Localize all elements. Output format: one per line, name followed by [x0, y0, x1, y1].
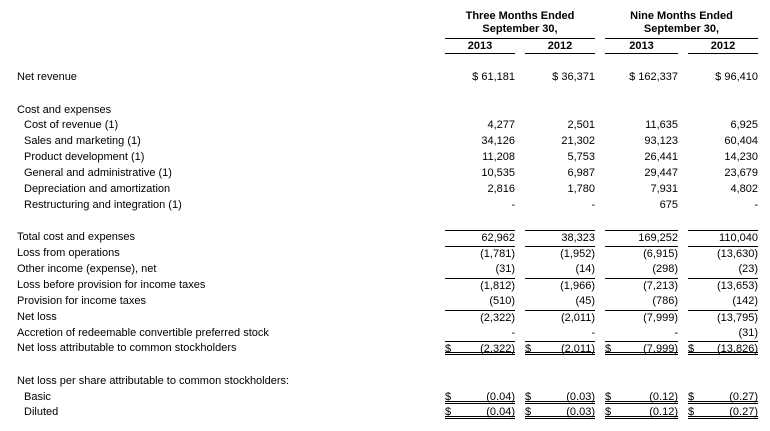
- row-label: General and administrative (1): [24, 167, 172, 179]
- row-label: Other income (expense), net: [17, 263, 157, 275]
- row-label: Provision for income taxes: [17, 295, 146, 307]
- year-rule-4: [688, 53, 758, 54]
- value-cell: [525, 405, 595, 419]
- value-cell: [688, 390, 758, 404]
- year-rule-3: [605, 53, 678, 54]
- value-cell: $ 61,181: [472, 71, 515, 83]
- table-row: [0, 103, 770, 117]
- currency-symbol: $: [525, 406, 532, 418]
- year-header-3: 2013: [629, 40, 654, 52]
- value-cell: 26,441: [644, 151, 678, 163]
- value-cell: [445, 390, 515, 404]
- value-cell: [445, 341, 515, 355]
- value-cell: [445, 405, 515, 419]
- table-row: [0, 374, 770, 388]
- value-cell: (1,812): [445, 278, 515, 292]
- value-cell: [688, 341, 758, 355]
- currency-symbol: $: [688, 406, 695, 418]
- value-cell: 11,635: [645, 119, 678, 131]
- table-row: [0, 134, 770, 148]
- value-cell: 2,816: [487, 183, 515, 195]
- value-cell: 6,987: [567, 167, 595, 179]
- row-label: Depreciation and amortization: [24, 183, 171, 195]
- value-cell: 23,679: [724, 167, 758, 179]
- three-months-header-line1: Three Months Ended: [465, 10, 575, 22]
- three-months-header-rule: [445, 38, 595, 39]
- row-label: Sales and marketing (1): [24, 135, 141, 147]
- value-cell: 4,802: [730, 183, 758, 195]
- value-cell: $ 162,337: [629, 71, 678, 83]
- value-cell: -: [674, 327, 678, 339]
- row-label: Diluted: [24, 406, 59, 418]
- value-cell: 110,040: [688, 230, 758, 244]
- table-row: [0, 198, 770, 212]
- value-cell: 675: [659, 199, 678, 211]
- value-cell: 14,230: [724, 151, 758, 163]
- value-amount: (13,826): [717, 343, 758, 355]
- value-amount: (2,011): [560, 343, 595, 355]
- value-cell: 2,501: [567, 119, 595, 131]
- value-cell: (14): [575, 263, 595, 275]
- value-cell: (13,653): [688, 278, 758, 292]
- value-amount: (2,322): [480, 343, 515, 355]
- value-amount: (0.04): [486, 391, 515, 403]
- value-amount: (0.12): [649, 406, 678, 418]
- value-cell: -: [591, 327, 595, 339]
- year-rule-1: [445, 53, 515, 54]
- value-cell: 5,753: [567, 151, 595, 163]
- row-label: Basic: [24, 391, 51, 403]
- value-cell: (2,011): [525, 310, 595, 324]
- value-cell: $ 96,410: [715, 71, 758, 83]
- value-cell: 1,780: [567, 183, 595, 195]
- value-cell: [605, 341, 678, 355]
- value-cell: (1,781): [445, 246, 515, 260]
- table-row: [0, 294, 770, 308]
- year-header-2: 2012: [547, 40, 573, 52]
- value-amount: (0.27): [729, 406, 758, 418]
- row-label: Net loss per share attributable to common stockholders:: [17, 375, 290, 387]
- value-amount: (0.03): [566, 391, 595, 403]
- row-label: Net loss: [17, 311, 57, 323]
- value-cell: [525, 341, 595, 355]
- table-row: [0, 341, 770, 355]
- value-cell: 7,931: [650, 183, 678, 195]
- currency-symbol: $: [445, 343, 452, 355]
- table-row: [0, 278, 770, 292]
- currency-symbol: $: [605, 391, 612, 403]
- value-cell: (786): [652, 295, 678, 307]
- value-cell: (510): [489, 295, 515, 307]
- row-label: Cost and expenses: [17, 104, 112, 116]
- row-label: Loss from operations: [17, 247, 120, 259]
- value-cell: 38,323: [525, 230, 595, 244]
- value-cell: 93,123: [644, 135, 678, 147]
- table-row: [0, 390, 770, 404]
- value-cell: 60,404: [724, 135, 758, 147]
- row-label: Total cost and expenses: [17, 231, 136, 243]
- currency-symbol: $: [605, 406, 612, 418]
- value-cell: (298): [652, 263, 678, 275]
- value-cell: 10,535: [481, 167, 515, 179]
- value-cell: 11,208: [482, 151, 515, 163]
- value-amount: (0.12): [649, 391, 678, 403]
- currency-symbol: $: [445, 406, 452, 418]
- value-cell: (13,795): [688, 310, 758, 324]
- value-cell: (13,630): [688, 246, 758, 260]
- value-cell: 29,447: [644, 167, 678, 179]
- table-row: [0, 118, 770, 132]
- value-cell: $ 36,371: [552, 71, 595, 83]
- value-cell: (7,213): [605, 278, 678, 292]
- nine-months-header-rule: [605, 38, 758, 39]
- row-label: Product development (1): [24, 151, 145, 163]
- table-row: [0, 262, 770, 276]
- table-row: [0, 326, 770, 340]
- row-label: Net loss attributable to common stockholders: [17, 342, 237, 354]
- currency-symbol: $: [525, 343, 532, 355]
- row-label: Cost of revenue (1): [24, 119, 119, 131]
- table-row: [0, 182, 770, 196]
- value-cell: 169,252: [605, 230, 678, 244]
- row-label: Accretion of redeemable convertible preferred stock: [17, 327, 269, 339]
- table-row: [0, 230, 770, 244]
- three-months-header-line2: September 30,: [482, 23, 558, 35]
- value-cell: (142): [732, 295, 758, 307]
- value-cell: [525, 390, 595, 404]
- row-label: Net revenue: [17, 71, 77, 83]
- currency-symbol: $: [688, 343, 695, 355]
- table-row: [0, 70, 770, 84]
- value-cell: [688, 405, 758, 419]
- value-cell: (45): [575, 295, 595, 307]
- table-row: [0, 246, 770, 260]
- nine-months-header-line1: Nine Months Ended: [630, 10, 733, 22]
- value-cell: 62,962: [445, 230, 515, 244]
- value-cell: 4,277: [487, 119, 515, 131]
- value-cell: 21,302: [561, 135, 595, 147]
- currency-symbol: $: [605, 343, 612, 355]
- value-amount: (0.27): [729, 391, 758, 403]
- table-row: [0, 166, 770, 180]
- year-rule-2: [525, 53, 595, 54]
- value-cell: (31): [495, 263, 515, 275]
- row-label: Loss before provision for income taxes: [17, 279, 206, 291]
- currency-symbol: $: [688, 391, 695, 403]
- table-row: [0, 310, 770, 324]
- value-cell: 34,126: [481, 135, 515, 147]
- currency-symbol: $: [445, 391, 452, 403]
- value-amount: (0.03): [566, 406, 595, 418]
- value-amount: (7,999): [643, 343, 678, 355]
- nine-months-header-line2: September 30,: [643, 23, 720, 35]
- table-row: [0, 405, 770, 419]
- value-cell: (7,999): [605, 310, 678, 324]
- value-cell: (1,952): [525, 246, 595, 260]
- value-cell: [605, 390, 678, 404]
- currency-symbol: $: [525, 391, 532, 403]
- value-amount: (0.04): [486, 406, 515, 418]
- row-label: Restructuring and integration (1): [24, 199, 182, 211]
- value-cell: -: [511, 199, 515, 211]
- value-cell: -: [591, 199, 595, 211]
- table-row: [0, 150, 770, 164]
- value-cell: (6,915): [605, 246, 678, 260]
- value-cell: -: [754, 199, 758, 211]
- year-header-4: 2012: [710, 40, 736, 52]
- value-cell: [605, 405, 678, 419]
- value-cell: (23): [738, 263, 758, 275]
- value-cell: 6,925: [730, 119, 758, 131]
- year-header-1: 2013: [467, 40, 493, 52]
- value-cell: -: [511, 327, 515, 339]
- value-cell: (1,966): [525, 278, 595, 292]
- value-cell: (2,322): [445, 310, 515, 324]
- value-cell: (31): [738, 327, 758, 339]
